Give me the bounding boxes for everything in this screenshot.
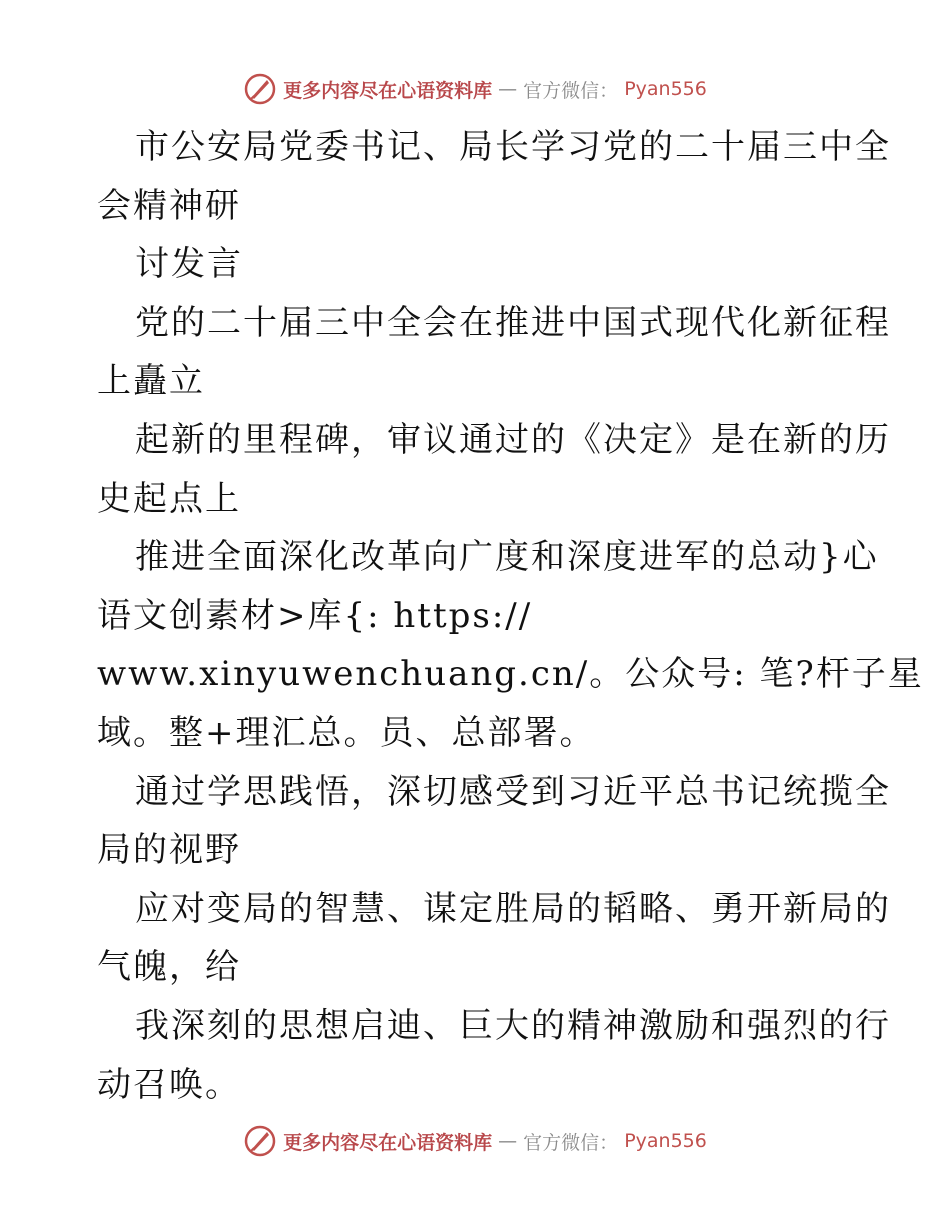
text-line: 我深刻的思想启迪、巨大的精神激励和强烈的行 bbox=[135, 1005, 891, 1046]
text-line: 推进全面深化改革向广度和深度进军的总动}心 bbox=[135, 537, 879, 578]
footer-wechat-label: 官方微信： bbox=[523, 1131, 619, 1154]
footer-wechat-account: Pyan556 bbox=[624, 1130, 707, 1152]
feather-pen-logo-icon bbox=[243, 72, 277, 106]
document-body bbox=[97, 118, 924, 1114]
text-line: 语文创素材>库{: https:// bbox=[97, 595, 533, 636]
text-line: 上矗立 bbox=[97, 361, 205, 402]
text-line: 党的二十届三中全会在推进中国式现代化新征程 bbox=[135, 302, 891, 343]
feather-pen-logo-icon bbox=[243, 1124, 277, 1158]
banner-dash: — bbox=[498, 78, 518, 100]
footer-banner bbox=[0, 1124, 950, 1158]
header-banner bbox=[0, 72, 950, 106]
text-line: 气魄，给 bbox=[97, 947, 241, 988]
footer-dash: — bbox=[498, 1130, 518, 1152]
banner-wechat-account: Pyan556 bbox=[624, 78, 707, 100]
text-line: 域。整+理汇总。员、总部署。 bbox=[97, 712, 596, 753]
text-line: 讨发言 bbox=[135, 244, 243, 285]
banner-wechat-label: 官方微信： bbox=[523, 79, 619, 102]
text-line: 会精神研 bbox=[97, 185, 241, 226]
text-line: 局的视野 bbox=[97, 830, 241, 871]
text-line: 通过学思践悟，深切感受到习近平总书记统揽全 bbox=[135, 771, 891, 812]
text-line: 动召唤。 bbox=[97, 1064, 241, 1105]
text-line: 起新的里程碑，审议通过的《决定》是在新的历 bbox=[135, 419, 891, 460]
banner-site-text: 更多内容尽在心语资料库 bbox=[283, 79, 493, 102]
footer-site-text: 更多内容尽在心语资料库 bbox=[283, 1131, 493, 1154]
text-line: 史起点上 bbox=[97, 478, 241, 519]
text-line: 应对变局的智慧、谋定胜局的韬略、勇开新局的 bbox=[135, 888, 891, 929]
text-line: www.xinyuwenchuang.cn/。公众号: 笔?杆子星 bbox=[97, 654, 924, 695]
text-line: 市公安局党委书记、局长学习党的二十届三中全 bbox=[135, 127, 891, 167]
